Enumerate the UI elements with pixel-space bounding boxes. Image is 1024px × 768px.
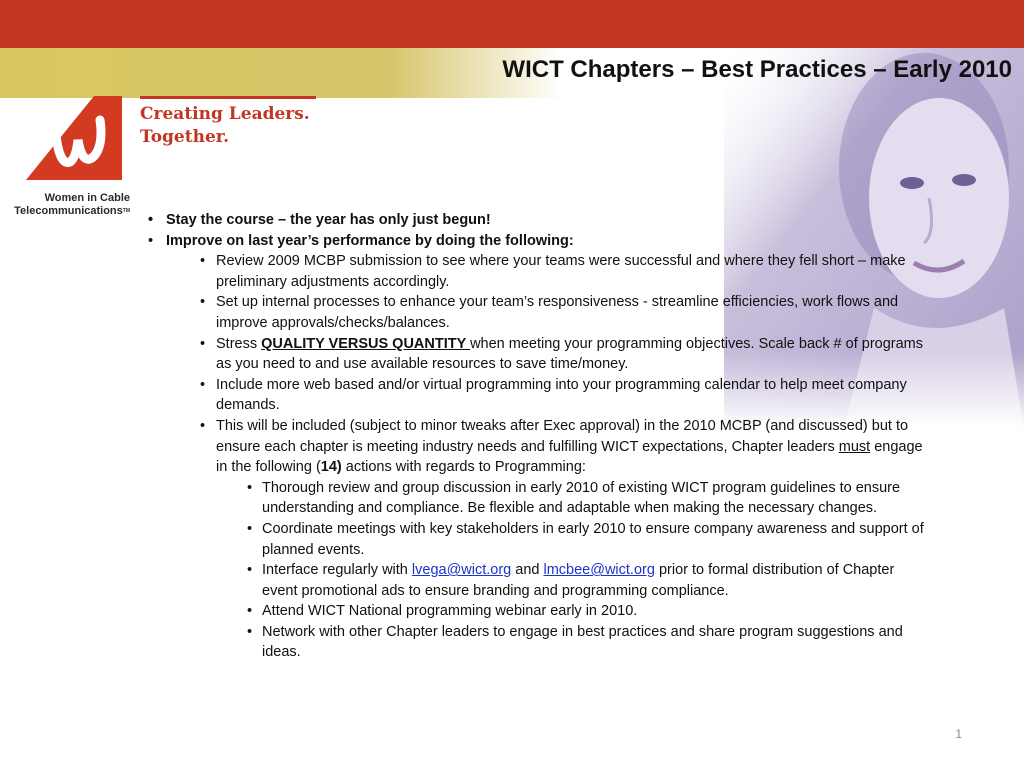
bullet-improve bbox=[144, 231, 924, 663]
tagline-line2: Together. bbox=[140, 127, 230, 147]
action-item-review: • Thorough review and group discussion in early 2010 of existing WICT program guidelines to ensure understanding and compliance. Be flexible and adaptable when making the necessary changes. bbox=[243, 478, 924, 519]
sub-item-stress: • Stress QUALITY VERSUS QUANTITY when meeting your programming objectives. Scale back # of programs as you need to and use available resources to save time/money. bbox=[196, 334, 924, 375]
sub-item-review: • Review 2009 MCBP submission to see where your teams were successful and where they fell short – make preliminary adjustments accordingly. bbox=[196, 251, 924, 292]
email-link-lmcbee[interactable]: lmcbee@wict.org bbox=[543, 562, 655, 579]
wict-logo-icon bbox=[26, 96, 126, 180]
slide-content bbox=[144, 210, 924, 663]
main-bullet-list bbox=[144, 210, 924, 663]
top-red-bar bbox=[0, 0, 1024, 48]
quality-emphasis: QUALITY VERSUS QUANTITY bbox=[261, 335, 471, 352]
bullet-improve-text: Improve on last year’s performance by doing the following: bbox=[166, 232, 574, 249]
sub-item-web: • Include more web based and/or virtual programming into your programming calendar to help meet company demands. bbox=[196, 375, 924, 416]
action-count: 14) bbox=[320, 459, 342, 476]
trademark: TM bbox=[122, 208, 130, 214]
sub-item-processes: • Set up internal processes to enhance your team’s responsiveness - streamline efficiencies, work flows and improve approvals/checks/balances. bbox=[196, 292, 924, 333]
email-link-lvega[interactable]: lvega@wict.org bbox=[411, 562, 512, 579]
org-name bbox=[0, 192, 130, 218]
page-title: WICT Chapters – Best Practices – Early 2010 bbox=[502, 56, 1012, 83]
tagline-rule bbox=[140, 96, 316, 99]
org-line2: Telecommunications bbox=[14, 205, 123, 217]
must-emphasis: must bbox=[838, 438, 871, 455]
sub-bullet-list bbox=[196, 251, 924, 663]
action-item-webinar: • Attend WICT National programming webinar early in 2010. bbox=[243, 601, 924, 622]
page-number: 1 bbox=[955, 727, 962, 741]
org-line1: Women in Cable bbox=[44, 192, 130, 204]
action-item-interface: • Interface regularly with lvega@wict.org and lmcbee@wict.org prior to formal distribution of Chapter event promotional ads to ensure branding and programming compliance. bbox=[243, 560, 924, 601]
action-item-coordinate: • Coordinate meetings with key stakeholders in early 2010 to ensure company awareness and support of planned events. bbox=[243, 519, 924, 560]
tagline bbox=[140, 103, 310, 149]
bullet-stay-course: • Stay the course – the year has only just begun! bbox=[144, 210, 924, 231]
tagline-line1: Creating Leaders. bbox=[140, 104, 310, 124]
sub-item-mcbp: • This will be included (subject to minor tweaks after Exec approval) in the 2010 MCBP (and discussed) but to ensure each chapter is meeting industry needs and fulfilling WICT expectations, Chapter leaders must engage in the following (14) actions with regards to Programming: • Thorough review and group discussion in early 2010 of existing WICT program guidelines to ensure understanding and compliance. Be flexible and adaptable when making the necessary changes. • Coordinate meetings with key stakeholders in early 2010 to ensure company awareness and support of planned events. • Interface regularly with lvega@wict.org and lmcbee@wict.org prior to formal distribution of Chapter event promotional ads to ensure branding and programming compliance. • Attend WICT National programming webinar early in 2010. • Network with other Chapter leaders to engage in best practices and share program suggestions and ideas. bbox=[196, 416, 924, 663]
action-item-network: • Network with other Chapter leaders to engage in best practices and share program suggestions and ideas. bbox=[243, 622, 924, 663]
action-list bbox=[243, 478, 924, 663]
